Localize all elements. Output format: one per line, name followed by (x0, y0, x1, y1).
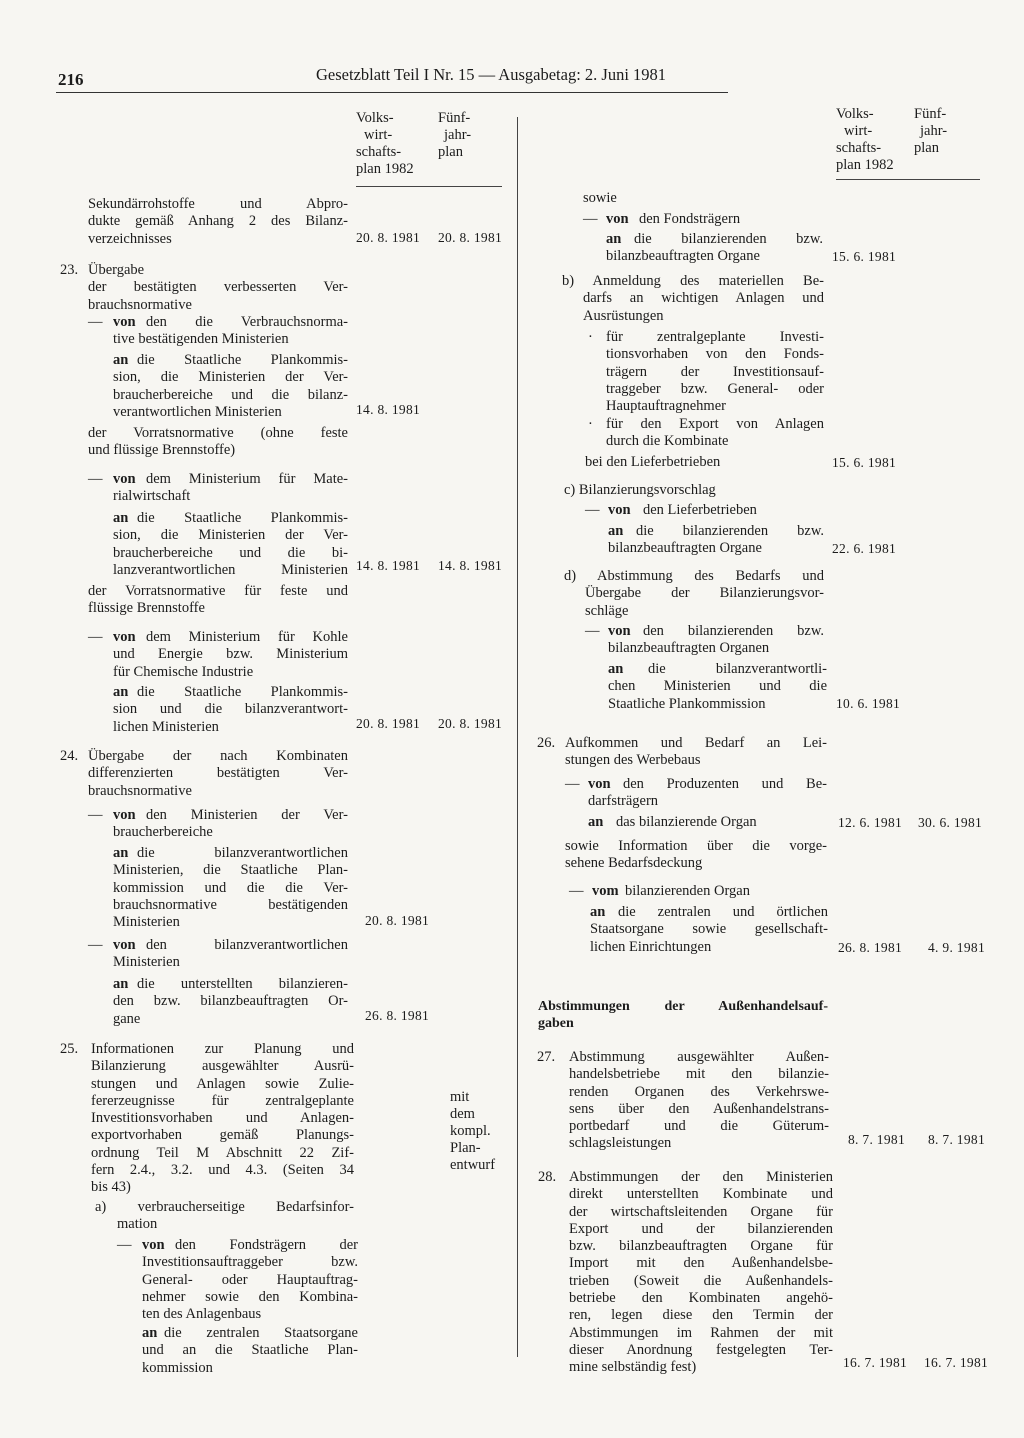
entry-24-von-2: den bilanzverantwortlichen Ministerien (113, 937, 348, 971)
date-vwp: 8. 7. 1981 (848, 1132, 905, 1147)
date-vwp: 20. 8. 1981 (365, 913, 430, 928)
entry-an-bilanzierende: die bilanzierenden bzw. bilanzbeauftragten Organe (606, 231, 823, 265)
entry-28: Abstimmungen der den Ministerien direkt unterstellten Kombinate und der wirtschaftsleitenden Organe für Export und der bilanzierenden bzw. bilanzbeauftragten Organe für Import mit den Außenhandelsbe- trieben (Soweit die Außenhandels- betriebe den Kombinaten angehö- ren, legen diese den Termin der Abstimmungen im Rahmen der mit dieser Anordnung festgelegten Ter- mine selbständig fest) (569, 1169, 833, 1376)
col-header-fuenfjahrplan-left: Fünf- jahr- plan (438, 110, 472, 160)
entry-23-an-1: die Staatliche Plankommis- sion, die Ministerien der Ver- braucherbereiche und die bilanz- verantwortlichen Ministerien (113, 352, 348, 420)
keyword-von: von (588, 776, 611, 792)
keyword-an: an (608, 523, 624, 539)
entry-d-abstimmung: d) Abstimmung des Bedarfs und Übergabe der Bilanzierungsvor- schläge (564, 568, 824, 619)
keyword-von: von (113, 629, 136, 645)
col-header-rule-right (836, 179, 980, 180)
page-header-title: Gesetzblatt Teil I Nr. 15 — Ausgabetag: 2. Juni 1981 (316, 65, 667, 84)
date-vwp: 16. 7. 1981 (843, 1355, 908, 1370)
entry-23-von-3: dem Ministerium für Kohle und Energie bzw. Ministerium für Chemische Industrie (113, 629, 348, 680)
entry-23-vorratsnormative-brennstoffe: der Vorratsnormative für feste und flüssige Brennstoffe (88, 583, 348, 617)
entry-23-heading: Übergabe der bestätigten verbesserten Ver- brauchsnormative (88, 262, 348, 313)
col-header-volkswirtschaftsplan-right: Volks- wirt- schafts- plan 1982 (836, 106, 894, 173)
entry-23-von-1: den die Verbrauchsnorma- tive bestätigenden Ministerien (113, 314, 348, 348)
entry-sekundaerrohstoffe: Sekundärrohstoffe und Abpro- dukte gemäß Anhang 2 des Bilanz- verzeichnisses (88, 196, 348, 247)
keyword-an: an (606, 231, 622, 247)
entry-25a-von: den Fondsträgern der Investitionsauftraggeber bzw. General- oder Hauptauftrag- nehmer sowie den Kombina- ten des Anlagenbaus (142, 1237, 358, 1323)
keyword-von: von (606, 211, 629, 227)
item-number-27: 27. (537, 1049, 556, 1065)
item-number-24: 24. (60, 748, 79, 764)
dash: — (585, 623, 600, 639)
keyword-an: an (590, 904, 606, 920)
keyword-von: von (608, 623, 631, 639)
keyword-an: an (113, 510, 129, 526)
dash: — (565, 776, 580, 792)
note-mit-dem-kompl-planentwurf: mit dem kompl. Plan- entwurf (450, 1089, 496, 1173)
entry-25a-an: die zentralen Staatsorgane und an die Staatliche Plan- kommission (142, 1325, 358, 1376)
entry-b-lieferbetriebe: bei den Lieferbetrieben (585, 454, 721, 470)
item-number-25: 25. (60, 1041, 79, 1057)
date-vwp: 15. 6. 1981 (832, 455, 897, 470)
date-fjp: 14. 8. 1981 (438, 558, 503, 573)
date-vwp: 20. 8. 1981 (356, 716, 421, 731)
entry-25-heading: Informationen zur Planung und Bilanzierung ausgewählter Ausrü- stungen und Anlagen sowie Zulie- fererzeugnisse für zentralgeplante Investitionsvorhaben und Anlagen- exportvorhaben gemäß Planungs- ordnung Teil M Abschnitt 22 Zif- fern 2.4., 3.2. und 4.3. (Seiten 34 bis 43) (91, 1041, 354, 1196)
entry-24-an-2: die unterstellten bilanzieren- den bzw. bilanzbeauftragten Or- gane (113, 976, 348, 1027)
dash: — (117, 1237, 132, 1253)
date-vwp: 10. 6. 1981 (836, 696, 901, 711)
dash: — (585, 502, 600, 518)
date-vwp: 14. 8. 1981 (356, 558, 421, 573)
dash: — (583, 211, 598, 227)
keyword-an: an (142, 1325, 158, 1341)
entry-26-vom: bilanzierenden Organ (625, 883, 750, 899)
dash: — (569, 883, 584, 899)
dash: — (88, 314, 103, 330)
entry-c-an: die bilanzierenden bzw. bilanzbeauftragten Organe (608, 523, 824, 557)
date-fjp: 30. 6. 1981 (918, 815, 983, 830)
keyword-von: von (608, 502, 631, 518)
date-vwp: 20. 8. 1981 (356, 230, 421, 245)
entry-27: Abstimmung ausgewählter Außen- handelsbetriebe mit den bilanzie- renden Organen des Verkehrswe- sens über den Außenhandelstrans- portbedarf und die Güterum- schlagsleistungen (569, 1049, 829, 1152)
keyword-von: von (113, 471, 136, 487)
entry-23-vorratsnormative: der Vorratsnormative (ohne feste und flüssige Brennstoffe) (88, 425, 348, 459)
dash: — (88, 471, 103, 487)
date-fjp: 20. 8. 1981 (438, 716, 503, 731)
date-fjp: 20. 8. 1981 (438, 230, 503, 245)
date-vwp: 14. 8. 1981 (356, 402, 421, 417)
entry-24-von-1: den Ministerien der Ver- braucherbereiche (113, 807, 348, 841)
keyword-von: von (113, 937, 136, 953)
item-number-28: 28. (538, 1169, 557, 1185)
col-header-fuenfjahrplan-right: Fünf- jahr- plan (914, 106, 948, 156)
entry-25a: a) verbraucherseitige Bedarfsinfor- mation (95, 1199, 354, 1233)
date-vwp: 22. 6. 1981 (832, 541, 897, 556)
item-number-26: 26. (537, 735, 556, 751)
col-header-rule-left (356, 186, 502, 187)
keyword-an: an (608, 661, 624, 677)
entry-26-von: den Produzenten und Be- darfsträgern (588, 776, 827, 810)
item-number-23: 23. (60, 262, 79, 278)
entry-23-an-3: die Staatliche Plankommis- sion und die bilanzverantwort- lichen Ministerien (113, 684, 348, 735)
bullet: · (588, 416, 593, 432)
page-number: 216 (58, 70, 84, 89)
entry-d-von: den bilanzierenden bzw. bilanzbeauftragten Organen (608, 623, 824, 657)
bullet: · (588, 329, 593, 345)
date-fjp: 16. 7. 1981 (924, 1355, 989, 1370)
entry-26-an-2: die zentralen und örtlichen Staatsorgane sowie gesellschaft- lichen Einrichtungen (590, 904, 828, 955)
dash: — (88, 937, 103, 953)
date-vwp: 26. 8. 1981 (838, 940, 903, 955)
entry-23-von-2: dem Ministerium für Mate- rialwirtschaft (113, 471, 348, 505)
entry-24-heading: Übergabe der nach Kombinaten differenzierten bestätigten Ver- brauchsnormative (88, 748, 348, 799)
date-vwp: 26. 8. 1981 (365, 1008, 430, 1023)
header-rule (56, 92, 728, 93)
keyword-an: an (588, 814, 604, 830)
column-divider (517, 117, 518, 1357)
keyword-vom: vom (592, 883, 619, 899)
entry-c-von: den Lieferbetrieben (643, 502, 757, 518)
entry-b-export: für den Export von Anlagen durch die Kombinate (606, 416, 824, 450)
entry-b-anmeldung: b) Anmeldung des materiellen Be- darfs an wichtigen Anlagen und Ausrüstungen (562, 273, 824, 324)
entry-26-heading: Aufkommen und Bedarf an Lei- stungen des Werbebaus (565, 735, 827, 769)
keyword-an: an (113, 976, 129, 992)
entry-b-zentralgeplante: für zentralgeplante Investi- tionsvorhaben von den Fonds- trägern der Investitionsauf- traggeber bzw. General- oder Hauptauftragnehmer (606, 329, 824, 415)
keyword-von: von (142, 1237, 165, 1253)
keyword-an: an (113, 684, 129, 700)
dash: — (88, 629, 103, 645)
keyword-von: von (113, 807, 136, 823)
keyword-an: an (113, 352, 129, 368)
entry-c-bilanzierungsvorschlag: c) Bilanzierungsvorschlag (564, 482, 716, 498)
dash: — (88, 807, 103, 823)
entry-d-an: die bilanzverantwortli- chen Ministerien und die Staatliche Plankommission (608, 661, 827, 712)
entry-26-an: das bilanzierende Organ (616, 814, 757, 830)
date-fjp: 8. 7. 1981 (928, 1132, 985, 1147)
entry-24-an-1: die bilanzverantwortlichen Ministerien, die Staatliche Plan- kommission und die die Ver- brauchsnormative bestätigenden Ministerien (113, 845, 348, 931)
keyword-an: an (113, 845, 129, 861)
entry-23-an-2: die Staatliche Plankommis- sion, die Ministerien der Ver- braucherbereiche und die bi- lanzverantwortlichen Ministerien (113, 510, 348, 578)
date-vwp: 15. 6. 1981 (832, 249, 897, 264)
date-fjp: 4. 9. 1981 (928, 940, 985, 955)
entry-sowie: sowie (583, 190, 617, 206)
keyword-von: von (113, 314, 136, 330)
date-vwp: 12. 6. 1981 (838, 815, 903, 830)
col-header-volkswirtschaftsplan-left: Volks- wirt- schafts- plan 1982 (356, 110, 414, 177)
entry-26-sowie-information: sowie Information über die vorge- sehene Bedarfsdeckung (565, 838, 827, 872)
entry-von-fondstraeger: den Fondsträgern (639, 211, 741, 227)
section-heading-aussenhandel: Abstimmungen der Außenhandelsauf- gaben (538, 999, 828, 1032)
